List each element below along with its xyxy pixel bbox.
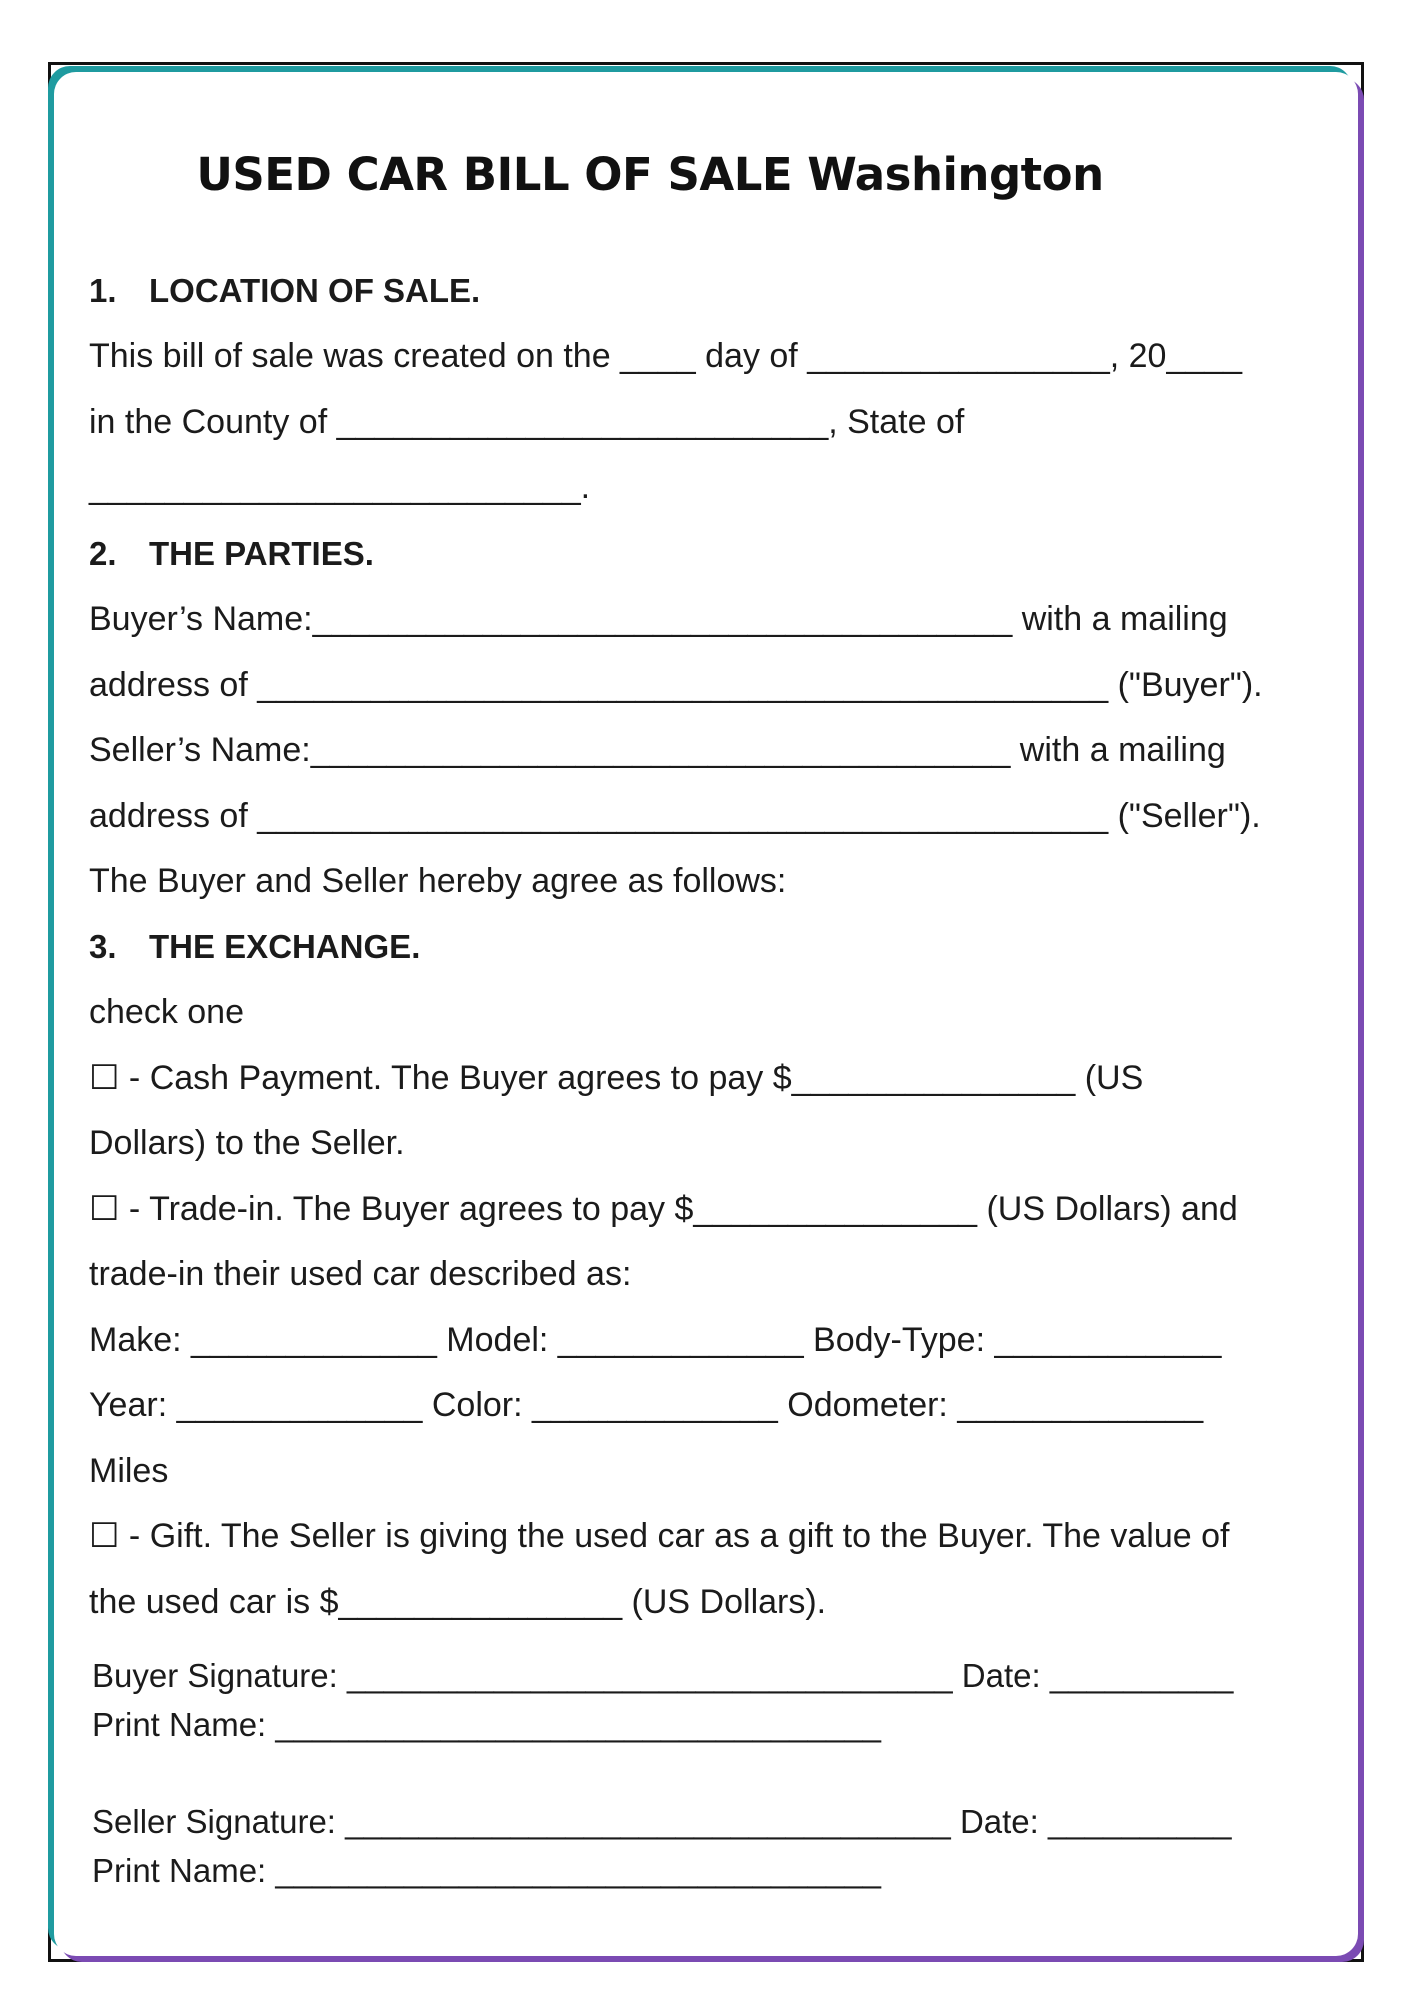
miles-label: Miles <box>89 1452 169 1490</box>
state-line: __________________________. <box>89 468 591 506</box>
gift-value-line: the used car is $_______________ (US Dollars). <box>89 1583 827 1621</box>
buyer-name-line: Buyer’s Name:_____________________________________ with a mailing <box>89 600 1228 638</box>
seller-print-name-line: Print Name: _________________________________ <box>92 1852 882 1889</box>
section-heading-parties: 2. THE PARTIES. <box>89 535 374 572</box>
cash-payment-continued: Dollars) to the Seller. <box>89 1124 405 1162</box>
check-one-label: check one <box>89 993 244 1031</box>
trade-in-option[interactable]: ☐ - Trade-in. The Buyer agrees to pay $_______________ (US Dollars) and <box>89 1190 1238 1228</box>
trade-in-continued: trade-in their used car described as: <box>89 1255 632 1293</box>
vehicle-year-color-line: Year: _____________ Color: _____________ Odometer: _____________ <box>89 1386 1204 1424</box>
section-heading-location: 1. LOCATION OF SALE. <box>89 272 481 309</box>
gift-option[interactable]: ☐ - Gift. The Seller is giving the used car as a gift to the Buyer. The value of <box>89 1517 1230 1555</box>
document-title: USED CAR BILL OF SALE Washington <box>196 148 1104 201</box>
seller-address-line: address of _____________________________________________ ("Seller"). <box>89 797 1261 835</box>
seller-signature-line: Seller Signature: _________________________________ Date: __________ <box>92 1803 1232 1840</box>
section-heading-exchange: 3. THE EXCHANGE. <box>89 928 421 965</box>
agreement-statement: The Buyer and Seller hereby agree as follows: <box>89 862 787 900</box>
vehicle-make-model-line: Make: _____________ Model: _____________ Body-Type: ____________ <box>89 1321 1222 1359</box>
buyer-print-name-line: Print Name: _________________________________ <box>92 1706 882 1743</box>
buyer-address-line: address of _____________________________________________ ("Buyer"). <box>89 666 1263 704</box>
buyer-signature-line: Buyer Signature: _________________________________ Date: __________ <box>92 1657 1234 1694</box>
seller-name-line: Seller’s Name:_____________________________________ with a mailing <box>89 731 1226 769</box>
sale-date-line: This bill of sale was created on the ____ day of ________________, 20____ <box>89 337 1243 375</box>
cash-payment-option[interactable]: ☐ - Cash Payment. The Buyer agrees to pay $_______________ (US <box>89 1059 1144 1097</box>
county-line: in the County of __________________________, State of <box>89 403 965 441</box>
